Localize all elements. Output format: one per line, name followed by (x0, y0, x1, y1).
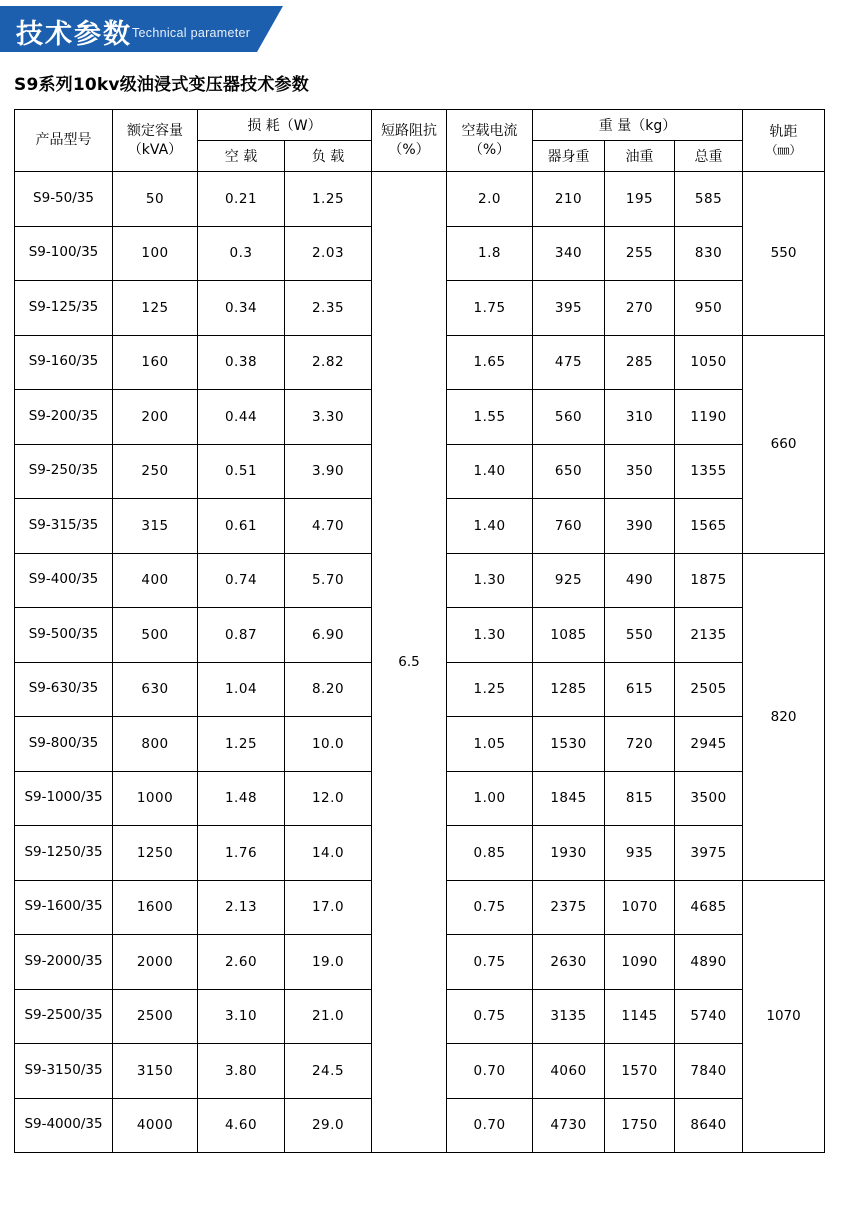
cell-loss-load: 3.90 (285, 444, 372, 499)
header-impedance-label: 短路阻抗 (381, 122, 438, 139)
cell-model: S9-3150/35 (15, 1044, 113, 1099)
cell-model: S9-800/35 (15, 717, 113, 772)
header-gauge-unit: （㎜） (765, 142, 802, 157)
header-noload-current-unit: （%） (468, 141, 511, 158)
header-impedance (372, 110, 447, 172)
cell-loss-load: 6.90 (285, 608, 372, 663)
cell-model: S9-1250/35 (15, 826, 113, 881)
cell-weight-total: 1565 (675, 499, 743, 554)
cell-weight-body: 1530 (533, 717, 605, 772)
cell-impedance: 6.5 (372, 172, 447, 1153)
cell-weight-total: 8640 (675, 1098, 743, 1153)
spec-table-container (14, 109, 836, 1153)
cell-weight-body: 925 (533, 553, 605, 608)
cell-weight-oil: 720 (605, 717, 675, 772)
cell-loss-load: 17.0 (285, 880, 372, 935)
cell-weight-body: 760 (533, 499, 605, 554)
cell-noload-current: 1.25 (447, 662, 533, 717)
header-loss-load: 负 载 (285, 141, 372, 172)
cell-loss-noload: 3.80 (198, 1044, 285, 1099)
cell-loss-load: 19.0 (285, 935, 372, 990)
cell-weight-body: 210 (533, 172, 605, 227)
cell-weight-body: 1085 (533, 608, 605, 663)
header-noload-current (447, 110, 533, 172)
cell-weight-total: 7840 (675, 1044, 743, 1099)
cell-noload-current: 1.65 (447, 335, 533, 390)
cell-capacity: 315 (113, 499, 198, 554)
cell-noload-current: 1.55 (447, 390, 533, 445)
cell-noload-current: 1.75 (447, 281, 533, 336)
header-weight-oil: 油重 (605, 141, 675, 172)
header-gauge (743, 110, 825, 172)
cell-gauge: 550 (743, 172, 825, 336)
cell-model: S9-250/35 (15, 444, 113, 499)
cell-weight-total: 3500 (675, 771, 743, 826)
banner-title-cn: 技术参数 (16, 19, 132, 50)
cell-loss-load: 2.35 (285, 281, 372, 336)
cell-loss-noload: 3.10 (198, 989, 285, 1044)
cell-loss-noload: 2.13 (198, 880, 285, 935)
spec-table-body (15, 172, 825, 1153)
cell-model: S9-50/35 (15, 172, 113, 227)
cell-weight-body: 3135 (533, 989, 605, 1044)
cell-weight-body: 340 (533, 226, 605, 281)
cell-loss-noload: 4.60 (198, 1098, 285, 1153)
cell-loss-noload: 0.44 (198, 390, 285, 445)
cell-model: S9-400/35 (15, 553, 113, 608)
cell-gauge: 820 (743, 553, 825, 880)
cell-weight-oil: 615 (605, 662, 675, 717)
cell-weight-oil: 350 (605, 444, 675, 499)
cell-capacity: 160 (113, 335, 198, 390)
header-weight-body: 器身重 (533, 141, 605, 172)
cell-weight-body: 2375 (533, 880, 605, 935)
header-capacity-unit: （kVA） (127, 141, 183, 158)
header-weight-total: 总重 (675, 141, 743, 172)
cell-weight-total: 2135 (675, 608, 743, 663)
cell-noload-current: 1.40 (447, 499, 533, 554)
cell-weight-oil: 550 (605, 608, 675, 663)
cell-weight-body: 560 (533, 390, 605, 445)
cell-weight-total: 3975 (675, 826, 743, 881)
cell-loss-noload: 0.3 (198, 226, 285, 281)
cell-capacity: 200 (113, 390, 198, 445)
cell-noload-current: 0.75 (447, 935, 533, 990)
cell-capacity: 50 (113, 172, 198, 227)
cell-weight-oil: 195 (605, 172, 675, 227)
cell-capacity: 630 (113, 662, 198, 717)
cell-loss-noload: 0.38 (198, 335, 285, 390)
cell-capacity: 250 (113, 444, 198, 499)
cell-weight-body: 1930 (533, 826, 605, 881)
cell-loss-load: 4.70 (285, 499, 372, 554)
cell-loss-noload: 0.87 (198, 608, 285, 663)
cell-weight-oil: 815 (605, 771, 675, 826)
cell-weight-body: 4060 (533, 1044, 605, 1099)
cell-weight-total: 2505 (675, 662, 743, 717)
header-noload-current-label: 空载电流 (461, 122, 518, 139)
table-header-row-1 (15, 110, 825, 141)
cell-capacity: 100 (113, 226, 198, 281)
cell-capacity: 1000 (113, 771, 198, 826)
cell-loss-load: 14.0 (285, 826, 372, 881)
header-capacity (113, 110, 198, 172)
cell-noload-current: 1.05 (447, 717, 533, 772)
cell-loss-noload: 0.61 (198, 499, 285, 554)
cell-loss-load: 3.30 (285, 390, 372, 445)
cell-loss-noload: 2.60 (198, 935, 285, 990)
cell-capacity: 1600 (113, 880, 198, 935)
header-gauge-label: 轨距 (769, 123, 798, 140)
cell-noload-current: 0.75 (447, 880, 533, 935)
cell-weight-total: 585 (675, 172, 743, 227)
cell-weight-body: 1285 (533, 662, 605, 717)
cell-noload-current: 1.30 (447, 553, 533, 608)
cell-weight-oil: 1090 (605, 935, 675, 990)
cell-loss-load: 8.20 (285, 662, 372, 717)
cell-capacity: 500 (113, 608, 198, 663)
cell-weight-body: 4730 (533, 1098, 605, 1153)
cell-model: S9-630/35 (15, 662, 113, 717)
cell-loss-load: 2.03 (285, 226, 372, 281)
header-capacity-label: 额定容量 (127, 122, 183, 139)
cell-loss-load: 21.0 (285, 989, 372, 1044)
cell-loss-load: 1.25 (285, 172, 372, 227)
cell-loss-load: 12.0 (285, 771, 372, 826)
cell-weight-total: 1190 (675, 390, 743, 445)
cell-capacity: 4000 (113, 1098, 198, 1153)
cell-weight-total: 2945 (675, 717, 743, 772)
cell-weight-total: 1050 (675, 335, 743, 390)
cell-weight-body: 650 (533, 444, 605, 499)
cell-gauge: 1070 (743, 880, 825, 1153)
cell-weight-body: 1845 (533, 771, 605, 826)
cell-weight-total: 950 (675, 281, 743, 336)
cell-weight-oil: 285 (605, 335, 675, 390)
cell-weight-oil: 1570 (605, 1044, 675, 1099)
cell-weight-total: 830 (675, 226, 743, 281)
page-header-banner (0, 0, 850, 58)
cell-capacity: 3150 (113, 1044, 198, 1099)
cell-noload-current: 1.00 (447, 771, 533, 826)
cell-weight-oil: 310 (605, 390, 675, 445)
cell-loss-noload: 1.25 (198, 717, 285, 772)
cell-noload-current: 0.75 (447, 989, 533, 1044)
cell-loss-load: 10.0 (285, 717, 372, 772)
page-title: S9系列10kv级油浸式变压器技术参数 (14, 75, 309, 95)
cell-capacity: 400 (113, 553, 198, 608)
cell-noload-current: 1.30 (447, 608, 533, 663)
cell-model: S9-315/35 (15, 499, 113, 554)
cell-loss-noload: 0.21 (198, 172, 285, 227)
cell-noload-current: 1.40 (447, 444, 533, 499)
cell-capacity: 800 (113, 717, 198, 772)
banner-title-en: Technical parameter (132, 26, 251, 40)
cell-model: S9-160/35 (15, 335, 113, 390)
cell-model: S9-1600/35 (15, 880, 113, 935)
cell-weight-body: 475 (533, 335, 605, 390)
cell-model: S9-200/35 (15, 390, 113, 445)
header-impedance-unit: （%） (388, 141, 430, 158)
table-row (15, 172, 825, 227)
cell-model: S9-4000/35 (15, 1098, 113, 1153)
cell-weight-oil: 1145 (605, 989, 675, 1044)
cell-weight-oil: 1750 (605, 1098, 675, 1153)
cell-loss-noload: 0.51 (198, 444, 285, 499)
header-model: 产品型号 (15, 110, 113, 172)
header-loss: 损 耗（W） (198, 110, 372, 141)
header-loss-noload: 空 载 (198, 141, 285, 172)
cell-model: S9-500/35 (15, 608, 113, 663)
cell-capacity: 125 (113, 281, 198, 336)
cell-weight-oil: 935 (605, 826, 675, 881)
cell-loss-load: 24.5 (285, 1044, 372, 1099)
cell-weight-oil: 270 (605, 281, 675, 336)
cell-capacity: 1250 (113, 826, 198, 881)
cell-loss-load: 29.0 (285, 1098, 372, 1153)
cell-model: S9-1000/35 (15, 771, 113, 826)
cell-gauge: 660 (743, 335, 825, 553)
cell-weight-oil: 490 (605, 553, 675, 608)
cell-loss-load: 5.70 (285, 553, 372, 608)
transformer-spec-table (14, 109, 825, 1153)
header-weight: 重 量（kg） (533, 110, 743, 141)
cell-noload-current: 1.8 (447, 226, 533, 281)
cell-model: S9-100/35 (15, 226, 113, 281)
cell-weight-total: 4685 (675, 880, 743, 935)
cell-weight-total: 5740 (675, 989, 743, 1044)
cell-weight-oil: 255 (605, 226, 675, 281)
cell-loss-noload: 1.48 (198, 771, 285, 826)
cell-capacity: 2500 (113, 989, 198, 1044)
cell-weight-oil: 1070 (605, 880, 675, 935)
cell-weight-oil: 390 (605, 499, 675, 554)
cell-loss-noload: 0.34 (198, 281, 285, 336)
cell-weight-total: 1875 (675, 553, 743, 608)
cell-model: S9-2500/35 (15, 989, 113, 1044)
cell-loss-noload: 0.74 (198, 553, 285, 608)
cell-model: S9-125/35 (15, 281, 113, 336)
cell-noload-current: 0.70 (447, 1044, 533, 1099)
cell-weight-total: 1355 (675, 444, 743, 499)
cell-noload-current: 2.0 (447, 172, 533, 227)
cell-noload-current: 0.85 (447, 826, 533, 881)
cell-loss-noload: 1.76 (198, 826, 285, 881)
cell-weight-total: 4890 (675, 935, 743, 990)
cell-model: S9-2000/35 (15, 935, 113, 990)
cell-capacity: 2000 (113, 935, 198, 990)
cell-loss-load: 2.82 (285, 335, 372, 390)
cell-loss-noload: 1.04 (198, 662, 285, 717)
cell-noload-current: 0.70 (447, 1098, 533, 1153)
cell-weight-body: 2630 (533, 935, 605, 990)
cell-weight-body: 395 (533, 281, 605, 336)
